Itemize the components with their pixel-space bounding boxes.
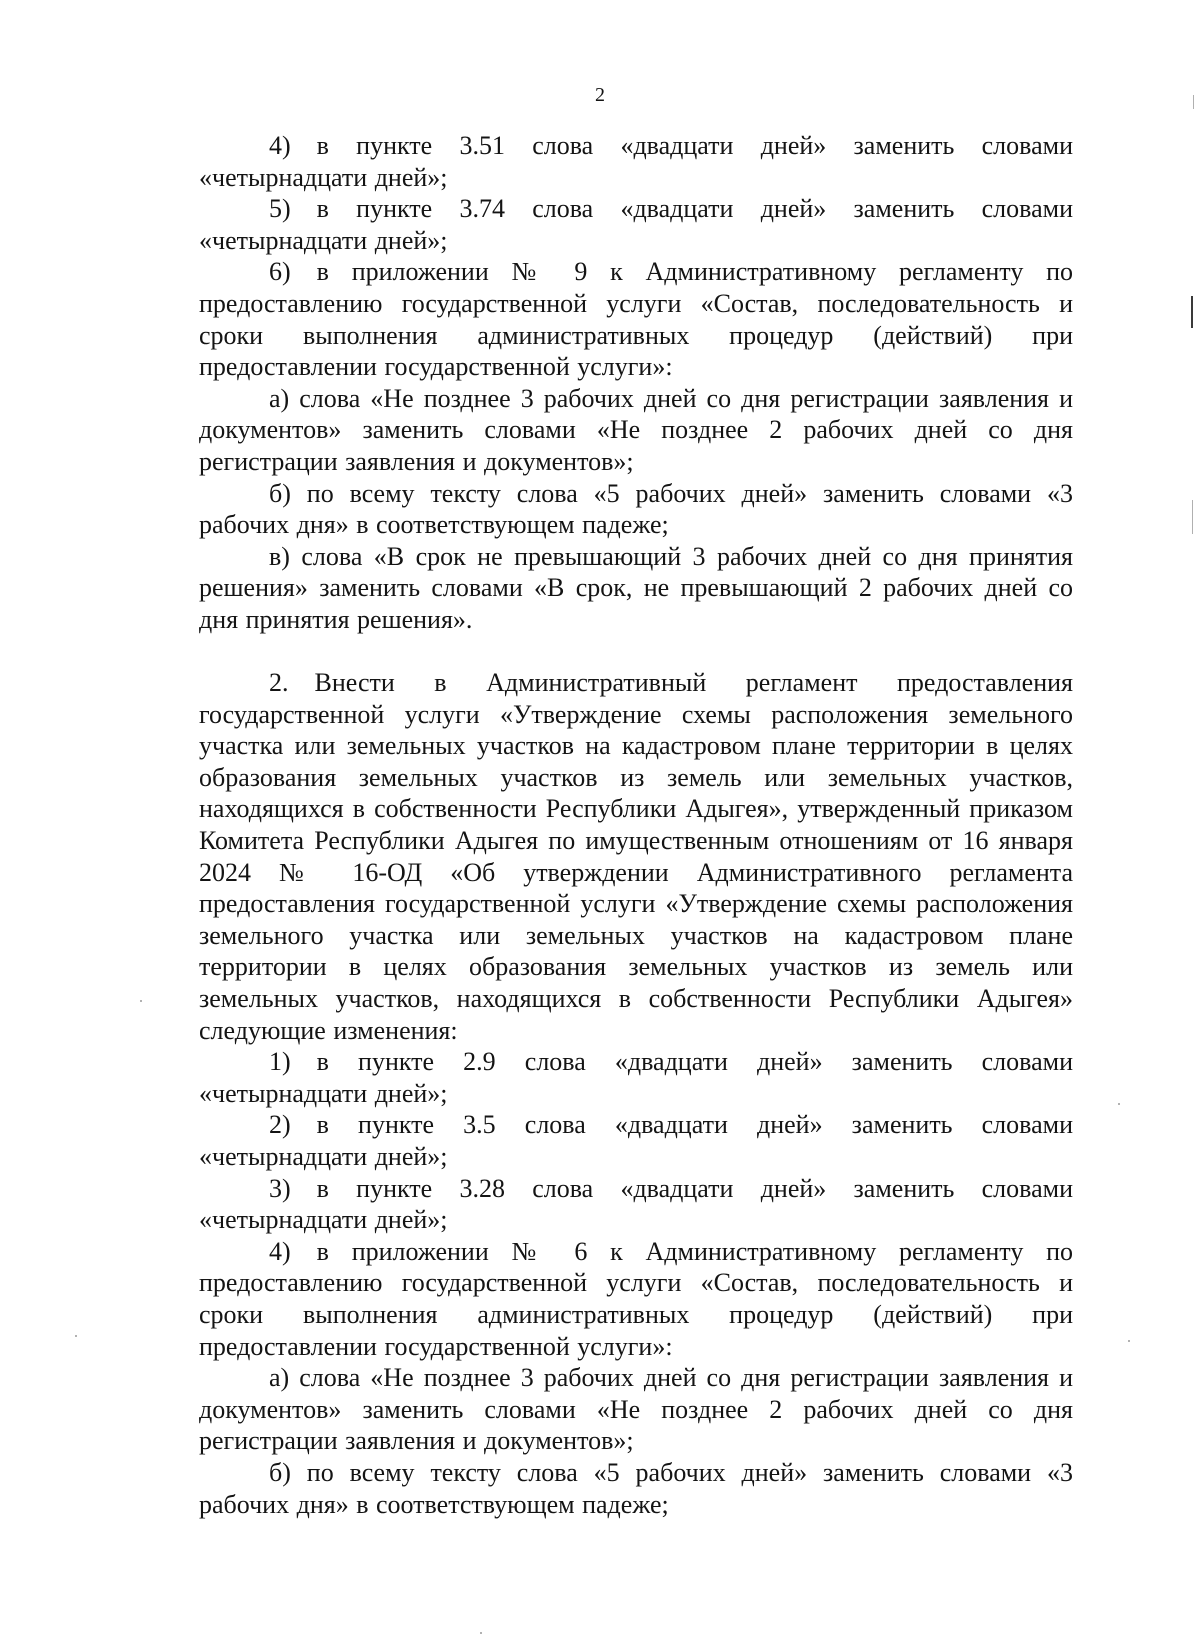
page-number: 2 — [595, 84, 605, 106]
scan-edge-mark — [1192, 500, 1193, 534]
section-2-item-2: 2) в пункте 3.5 слова «двадцати дней» заменить словами «четырнадцати дней»; — [199, 1110, 1073, 1171]
document-body — [199, 130, 1073, 1520]
scan-edge-mark — [1193, 95, 1194, 109]
scan-speck — [1118, 1103, 1120, 1105]
scan-edge-mark — [1191, 296, 1193, 328]
scan-speck — [480, 1632, 482, 1634]
section-2-subitem-b: б) по всему тексту слова «5 рабочих дней» заменить словами «3 рабочих дня» в соответствующем падеже; — [199, 1457, 1073, 1519]
amendment-subitem-a: а) слова «Не позднее 3 рабочих дней со дня регистрации заявления и документов» заменить словами «Не позднее 2 рабочих дней со дня регистрации заявления и документов»; — [199, 383, 1073, 476]
section-2-paragraph: 2. Внести в Административный регламент предоставления государственной услуги «Утверждение схемы расположения земельного участка или земельных участков на кадастровом плане территории в целях образования земельных участков из земель или земельных участков, находящихся в собственности Республики Адыгея», утвержденный приказом Комитета Республики Адыгея по имущественным отношениям от 16 января 2024 № 16-ОД «Об утверждении Административного регламента предоставления государственной услуги «Утверждение схемы расположения земельного участка или земельных участков на кадастровом плане территории в целях образования земельных участков из земель или земельных участков, находящихся в собственности Республики Адыгея» следующие изменения: — [199, 668, 1073, 1045]
scan-speck — [75, 1335, 77, 1337]
amendment-subitem-v: в) слова «В срок не превышающий 3 рабочих дней со дня принятия решения» заменить словами «В срок, не превышающий 2 рабочих дней со дня принятия решения». — [199, 541, 1073, 634]
section-2-subitem-a: а) слова «Не позднее 3 рабочих дней со дня регистрации заявления и документов» заменить словами «Не позднее 2 рабочих дней со дня регистрации заявления и документов»; — [199, 1363, 1073, 1456]
section-2-item-1: 1) в пункте 2.9 слова «двадцати дней» заменить словами «четырнадцати дней»; — [199, 1047, 1073, 1108]
section-2-item-4: 4) в приложении № 6 к Административному регламенту по предоставлению государственной услуги «Состав, последовательность и сроки выполнения административных процедур (действий) при предоставлении государственной услуги»: — [199, 1236, 1073, 1361]
amendment-item-4: 4) в пункте 3.51 слова «двадцати дней» заменить словами «четырнадцати дней»; — [199, 131, 1073, 192]
scan-speck — [1128, 1340, 1130, 1342]
amendment-subitem-b: б) по всему тексту слова «5 рабочих дней» заменить словами «3 рабочих дня» в соответствующем падеже; — [199, 478, 1073, 540]
scan-speck — [140, 1000, 142, 1002]
amendment-item-6: 6) в приложении № 9 к Административному регламенту по предоставлению государственной услуги «Состав, последовательность и сроки выполнения административных процедур (действий) при предоставлении государственной услуги»: — [199, 257, 1073, 382]
amendment-item-5: 5) в пункте 3.74 слова «двадцати дней» заменить словами «четырнадцати дней»; — [199, 194, 1073, 255]
section-2-item-3: 3) в пункте 3.28 слова «двадцати дней» заменить словами «четырнадцати дней»; — [199, 1173, 1073, 1235]
